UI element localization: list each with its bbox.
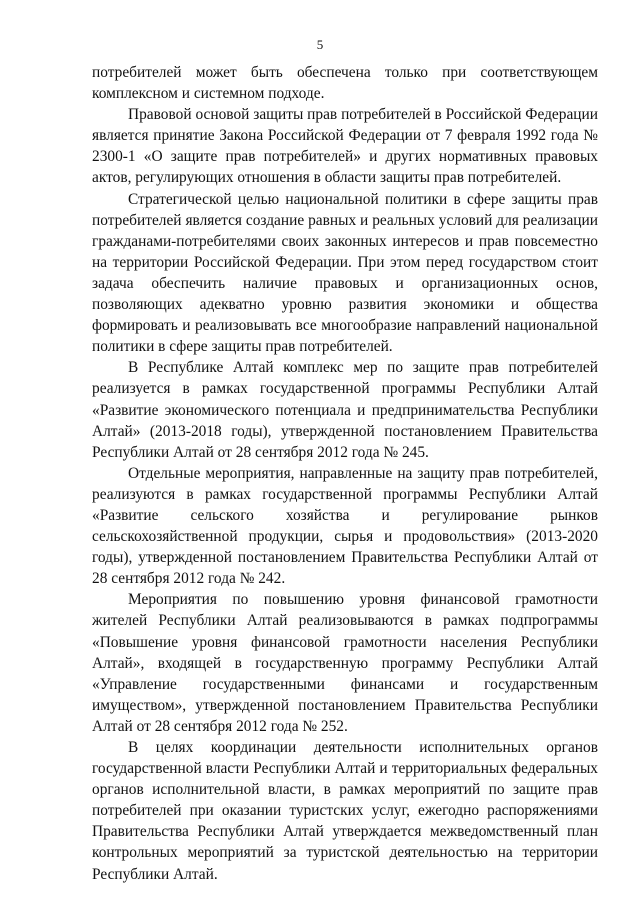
paragraph-6: Мероприятия по повышению уровня финансовой грамотности жителей Республики Алтай реализовываются в рамках подпрограммы «Повышение уровня финансовой грамотности населения Республики Алтай», входящей в государственную программу Республики Алтай «Управление государственными финансами и государственным имуществом», утвержденной постановлением Правительства Республики Алтай от 28 сентября 2012 года № 252. [92, 591, 598, 735]
paragraph-4: В Республике Алтай комплекс мер по защите прав потребителей реализуется в рамках государственной программы Республики Алтай «Развитие экономического потенциала и предпринимательства Республики Алтай» (2013-2018 годы), утвержденной постановлением Правительства Республики Алтай от 28 сентября 2012 года № 245. [92, 359, 598, 461]
paragraph-7: В целях координации деятельности исполнительных органов государственной власти Республики Алтай и территориальных федеральных органов исполнительной власти, в рамках мероприятий по защите прав потребителей при оказании туристских услуг, ежегодно распоряжениями Правительства Республики Алтай утверждается межведомственный план контрольных мероприятий за туристской деятельностью на территории Республики Алтай. [92, 739, 598, 883]
paragraph-5: Отдельные мероприятия, направленные на защиту прав потребителей, реализуются в рамках государственной программы Республики Алтай «Развитие сельского хозяйства и регулирование рынков сельскохозяйственной продукции, сырья и продовольствия» (2013-2020 годы), утвержденной постановлением Правительства Республики Алтай от 28 сентября 2012 года № 242. [92, 464, 598, 588]
paragraph-1: потребителей может быть обеспечена только при соответствующем комплексном и системном подходе. [92, 64, 598, 103]
paragraph-3: Стратегической целью национальной политики в сфере защиты прав потребителей является создание равных и реальных условий для реализации гражданами-потребителями своих законных интересов и прав повсеместно на территории Российской Федерации. При этом перед государством стоит задача обеспечить наличие правовых и организационных основ, позволяющих адекватно уровню развития экономики и общества формировать и реализовывать все многообразие направлений национальной политики в сфере защиты прав потребителей. [92, 190, 598, 356]
page-number: 5 [316, 37, 324, 52]
document-body [92, 62, 598, 885]
paragraph-2: Правовой основой защиты прав потребителей в Российской Федерации является принятие Закона Российской Федерации от 7 февраля 1992 года № 2300-1 «О защите прав потребителей» и других нормативных правовых актов, регулирующих отношения в области защиты прав потребителей. [92, 106, 598, 187]
